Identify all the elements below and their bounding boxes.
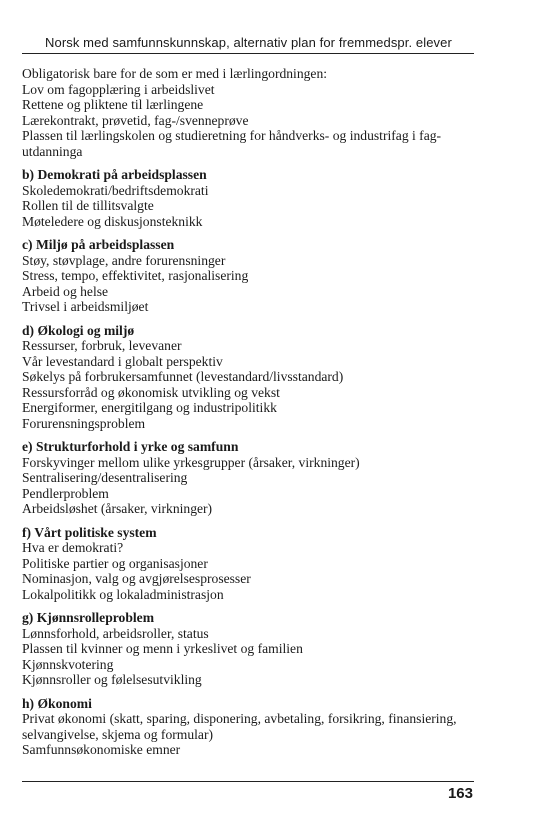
intro-line: Lærekontrakt, prøvetid, fag-/svenneprøve: [22, 112, 249, 128]
section-line: Nominasjon, valg og avgjørelsesprosesser: [22, 571, 251, 586]
section-line: Forskyvinger mellom ulike yrkesgrupper (årsaker, virkninger): [22, 454, 360, 470]
section-line: Ressurser, forbruk, levevaner: [22, 338, 182, 353]
section-line: Sentralisering/desentralisering: [22, 470, 188, 485]
footer-rule: [22, 781, 474, 782]
section-title: d) Økologi og miljø: [22, 322, 135, 338]
section-line: Forurensningsproblem: [22, 415, 146, 431]
section-line: Politiske partier og organisasjoner: [22, 555, 208, 571]
section-title: c) Miljø på arbeidsplassen: [22, 237, 175, 252]
section-line: Arbeidsløshet (årsaker, virkninger): [22, 501, 213, 516]
page-content: [22, 66, 474, 758]
section-line: Plassen til kvinner og menn i yrkeslivet og familien: [22, 641, 303, 656]
section-okologi: [22, 323, 474, 432]
section-line: Hva er demokrati?: [22, 540, 124, 555]
intro-block: [22, 66, 474, 159]
section-okonomi: [22, 696, 474, 758]
section-title: b) Demokrati på arbeidsplassen: [22, 167, 207, 182]
section-line: Trivsel i arbeidsmiljøet: [22, 299, 149, 314]
intro-line: Lov om fagopplæring i arbeidslivet: [22, 81, 215, 97]
section-miljo: [22, 237, 474, 315]
section-line: Kjønnsroller og følelsesutvikling: [22, 672, 202, 687]
section-kjonnsrolle: [22, 610, 474, 688]
section-line: Samfunnsøkonomiske emner: [22, 742, 181, 757]
section-title: g) Kjønnsrolleproblem: [22, 610, 155, 625]
header-rule: [22, 53, 474, 54]
section-line: Kjønnskvotering: [22, 656, 114, 672]
running-head: Norsk med samfunnskunnskap, alternativ plan for fremmedspr. elever: [45, 35, 452, 50]
section-line: Pendlerproblem: [22, 485, 109, 501]
page-number: 163: [447, 785, 473, 802]
section-line: Søkelys på forbrukersamfunnet (levestandard/livsstandard): [22, 369, 344, 384]
section-title: e) Strukturforhold i yrke og samfunn: [22, 439, 239, 454]
section-line: Møteledere og diskusjonsteknikk: [22, 213, 203, 229]
section-line: Støy, støvplage, andre forurensninger: [22, 252, 226, 268]
section-title: f) Vårt politiske system: [22, 524, 157, 540]
section-line: Ressursforråd og økonomisk utvikling og vekst: [22, 384, 280, 400]
section-line: Arbeid og helse: [22, 283, 109, 299]
intro-line: Obligatorisk bare for de som er med i lærlingordningen:: [22, 66, 328, 81]
section-line: Lønnsforhold, arbeidsroller, status: [22, 625, 209, 641]
section-strukturforhold: [22, 439, 474, 517]
section-line: Skoledemokrati/bedriftsdemokrati: [22, 182, 209, 198]
section-line: Rollen til de tillitsvalgte: [22, 198, 154, 213]
intro-line: Plassen til lærlingskolen og studieretning for håndverks- og industrifag i fag-utdanninga: [22, 128, 442, 159]
section-line: Vår levestandard i globalt perspektiv: [22, 353, 223, 369]
intro-line: Rettene og pliktene til lærlingene: [22, 97, 204, 112]
section-line: Lokalpolitikk og lokaladministrasjon: [22, 586, 224, 602]
section-demokrati: [22, 167, 474, 229]
section-title: h) Økonomi: [22, 695, 92, 711]
section-politisk-system: [22, 525, 474, 603]
section-line: Stress, tempo, effektivitet, rasjonalisering: [22, 268, 249, 283]
section-line: Energiformer, energitilgang og industripolitikk: [22, 400, 277, 415]
section-line: Privat økonomi (skatt, sparing, disponering, avbetaling, forsikring, finansiering, selvangivelse, skjema og formular): [22, 711, 457, 742]
